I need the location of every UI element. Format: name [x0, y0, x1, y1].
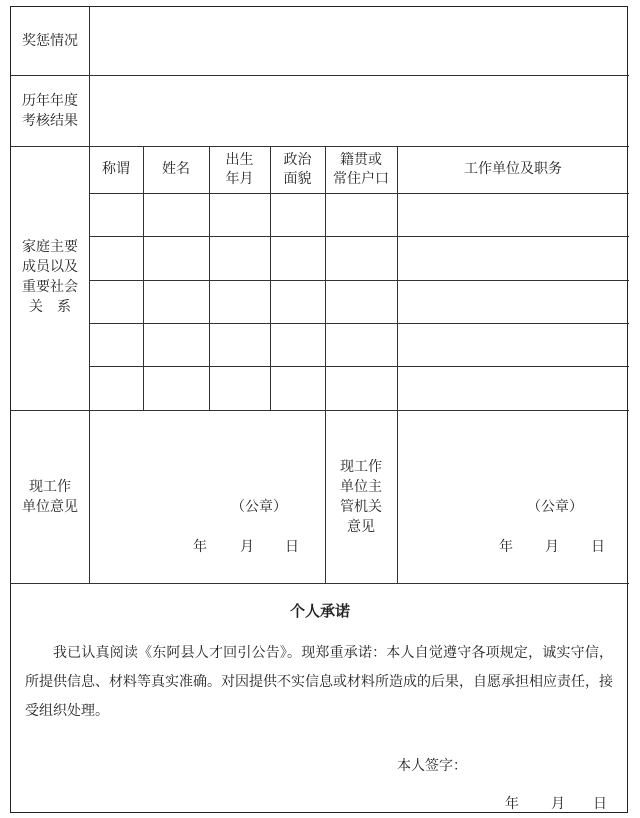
current-unit-label: [11, 477, 89, 517]
rewards-label: 奖惩情况: [22, 33, 78, 49]
supervisor-line1: 现工作: [340, 459, 382, 475]
header-origin-line2: 常住户口: [333, 171, 389, 187]
header-title: 称谓: [102, 161, 130, 177]
family-label-line3: 重要社会: [22, 279, 78, 295]
seal-right: （公章）: [527, 499, 583, 515]
header-name: 姓名: [162, 161, 190, 177]
column-divider: [143, 146, 144, 410]
row-divider: [11, 583, 629, 584]
family-label-line4: 关 系: [29, 299, 71, 315]
row-divider: [11, 146, 629, 147]
assessment-label-line2: 考核结果: [22, 113, 78, 129]
assessment-label-line1: 历年年度: [22, 93, 78, 109]
header-origin: [325, 151, 397, 189]
seal-left: （公章）: [231, 499, 287, 515]
header-origin-line1: 籍贯或: [340, 152, 382, 168]
promise-body: 我已认真阅读《东阿县人才回引公告》。现郑重承诺：本人自觉遵守各项规定，诚实守信，所提供信息、材料等真实准确。对因提供不实信息或材料所造成的后果，自愿承担相应责任，接受组织处理。: [25, 645, 613, 719]
row-divider: [89, 193, 629, 194]
column-divider: [89, 7, 90, 583]
header-political-line2: 面貌: [283, 171, 312, 187]
date-right-day: 日: [591, 539, 605, 555]
family-label: [11, 237, 89, 317]
date-right-year: 年: [499, 539, 513, 555]
personnel-form: [10, 6, 628, 813]
signature-label: 本人签字：: [397, 758, 467, 774]
row-divider: [89, 236, 629, 237]
header-birth-line1: 出生: [225, 152, 254, 168]
supervisor-line3: 管机关: [340, 499, 382, 515]
row-divider: [89, 366, 629, 367]
current-unit-line1: 现工作: [29, 479, 71, 495]
row-divider: [11, 410, 629, 411]
promise-date-day: 日: [593, 796, 607, 812]
date-right-month: 月: [545, 539, 559, 555]
row-divider: [89, 323, 629, 324]
supervisor-line2: 单位主: [340, 479, 382, 495]
row-divider: [89, 280, 629, 281]
supervisor-label: [325, 457, 397, 537]
promise-date-month: 月: [551, 796, 565, 812]
family-label-line2: 成员以及: [22, 259, 78, 275]
supervisor-line4: 意见: [347, 519, 375, 535]
header-birth: [209, 151, 270, 189]
column-divider: [397, 146, 398, 583]
row-divider: [11, 75, 629, 76]
family-label-line1: 家庭主要: [22, 239, 78, 255]
date-left-month: 月: [240, 539, 254, 555]
header-workplace: 工作单位及职务: [464, 161, 562, 177]
header-birth-line2: 年月: [225, 171, 254, 187]
date-left-day: 日: [285, 539, 299, 555]
promise-title: 个人承诺: [289, 602, 350, 620]
date-left-year: 年: [193, 539, 207, 555]
header-political-line1: 政治: [283, 152, 312, 168]
header-political: [270, 151, 325, 189]
promise-date-year: 年: [505, 796, 519, 812]
current-unit-line2: 单位意见: [22, 499, 78, 515]
assessment-label: [11, 91, 89, 131]
